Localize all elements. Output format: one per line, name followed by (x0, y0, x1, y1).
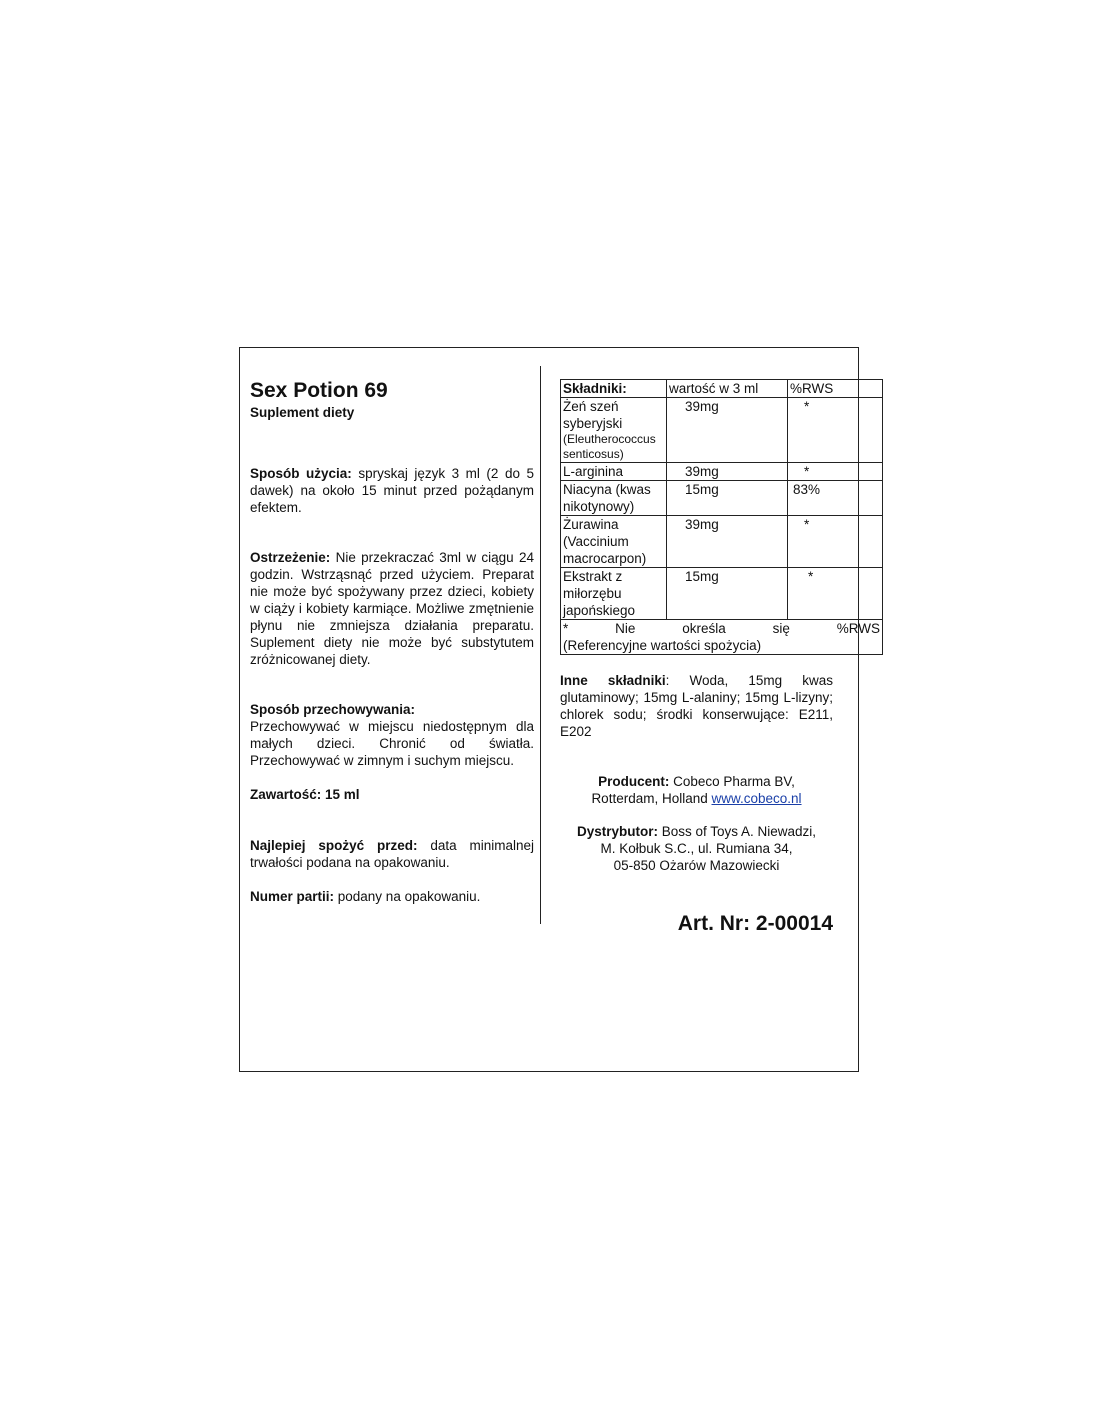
table-footnote-row (561, 620, 883, 655)
product-title: Sex Potion 69 (250, 379, 388, 402)
usage-text: spryskaj język 3 ml (2 do 5 dawek) na około 15 minut przed pożądanym efektem. (250, 466, 535, 515)
ingredient-name: Żeń szeń syberyjski (563, 399, 623, 431)
other-ingredients (560, 672, 833, 740)
storage-label: Sposób przechowywania: (250, 702, 416, 717)
warning-text: Nie przekraczać 3ml w ciągu 24 godzin. Wstrząsnąć przed użyciem. Preparat nie może być spożywany przez dzieci, kobiety w ciąży i kobiety karmiące. Możliwe zmętnienie płynu nie zmniejsza działania preparatu. Suplement diety nie może być substytutem zróżnicowanej diety. (250, 550, 534, 667)
producer-line1: Cobeco Pharma BV, (669, 774, 795, 789)
distributor-line1: Boss of Toys A. Niewadzi, (657, 824, 817, 839)
other-ingredients-label: Inne składniki (560, 673, 666, 688)
best-before-text: data minimalnej trwałości podana na opakowaniu. (250, 838, 534, 870)
table-header-row (561, 380, 883, 398)
ingredient-name: Żurawina (Vaccinium macrocarpon) (561, 516, 667, 568)
ingredient-value: 15mg (667, 481, 788, 516)
header-ingredients: Składniki: (561, 380, 667, 398)
product-subtitle: Suplement diety (250, 405, 355, 420)
distributor-line3: 05-850 Ożarów Mazowiecki (613, 858, 780, 873)
best-before-label: Najlepiej spożyć przed: (250, 838, 418, 853)
batch-label: Numer partii: (250, 889, 335, 904)
left-column (250, 378, 534, 905)
ingredient-name: L-arginina (561, 463, 667, 481)
ingredient-rws: * (788, 463, 883, 481)
usage-label: Sposób użycia: (250, 466, 352, 481)
ingredient-name: Ekstrakt z miłorzębu japońskiego (561, 568, 667, 620)
batch-section (250, 888, 534, 905)
usage-section (250, 465, 534, 516)
best-before-section (250, 837, 534, 871)
article-number: Art. Nr: 2-00014 (677, 912, 833, 935)
content-label: Zawartość: 15 ml (250, 787, 360, 802)
distributor-line2: M. Kołbuk S.C., ul. Rumiana 34, (600, 841, 793, 856)
producer-website-link[interactable]: www.cobeco.nl (711, 791, 802, 806)
other-ingredients-text: : Woda, 15mg kwas glutaminowy; 15mg L-alaniny; 15mg L-lizyny; chlorek sodu; środki konserwujące: E211, E202 (560, 673, 833, 739)
footnote-line2: (Referencyjne wartości spożycia) (563, 638, 762, 653)
table-row (561, 463, 883, 481)
batch-text: podany na opakowaniu. (334, 889, 481, 904)
ingredient-latin: (Eleutherococcus senticosus) (563, 432, 656, 461)
warning-label: Ostrzeżenie: (250, 550, 331, 565)
ingredient-value: 15mg (667, 568, 788, 620)
ingredient-rws: 83% (788, 481, 883, 516)
producer-block (560, 773, 833, 807)
distributor-label: Dystrybutor: (576, 824, 658, 839)
table-row (561, 481, 883, 516)
ingredient-name: Niacyna (kwas nikotynowy) (561, 481, 667, 516)
producer-line2: Rotterdam, Holland (591, 791, 712, 806)
column-divider (540, 366, 541, 924)
footnote-line1: * Nie określa się %RWS (563, 621, 880, 636)
producer-label: Producent: (598, 774, 670, 789)
ingredient-rws: * (788, 516, 883, 568)
ingredient-rws: * (788, 398, 883, 463)
warning-section (250, 549, 534, 668)
ingredients-table (560, 379, 883, 655)
ingredient-value: 39mg (667, 463, 788, 481)
ingredient-value: 39mg (667, 516, 788, 568)
header-rws: %RWS (788, 380, 883, 398)
ingredient-rws: * (788, 568, 883, 620)
table-row (561, 398, 883, 463)
table-row (561, 568, 883, 620)
header-value: wartość w 3 ml (667, 380, 788, 398)
ingredient-value: 39mg (667, 398, 788, 463)
distributor-block (560, 823, 833, 874)
table-row (561, 516, 883, 568)
storage-text: Przechowywać w miejscu niedostępnym dla małych dzieci. Chronić od światła. Przechowywać w zimnym i suchym miejscu. (250, 719, 534, 768)
